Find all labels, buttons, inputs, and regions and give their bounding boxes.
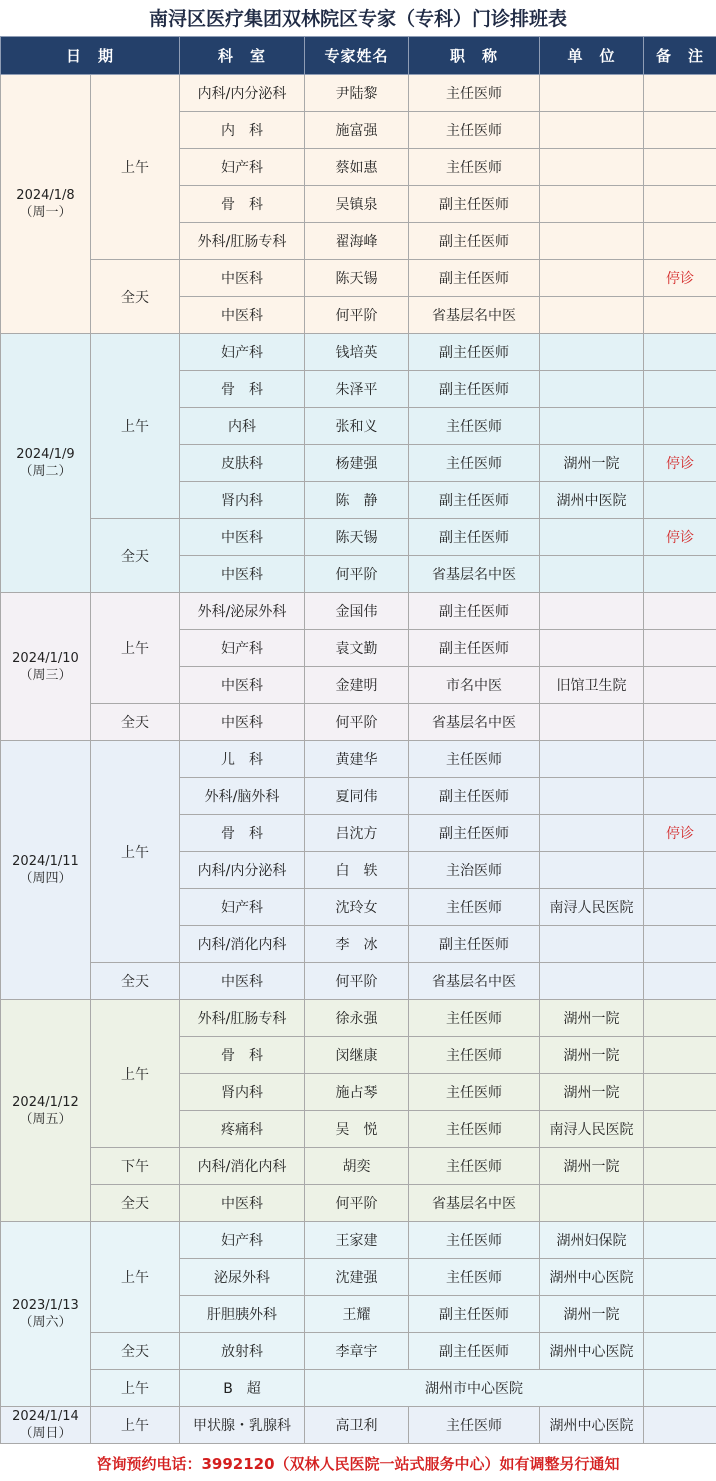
table-row [1,1148,716,1185]
date-text: 2023/1/13 [12,1298,79,1313]
date-text: 2024/1/10 [12,650,79,666]
session-cell: 上午 [91,1407,180,1444]
doctor-name-cell: 王家建 [305,1222,409,1259]
note-cell [644,741,716,778]
dept-cell: 外科/肛肠专科 [180,223,305,260]
table-row [1,1370,716,1407]
rank-cell: 主任医师 [409,1259,540,1296]
doctor-name-cell: 闵继康 [305,1037,409,1074]
note-cell [644,1370,716,1407]
dept-cell: 肾内科 [180,482,305,519]
rank-cell: 副主任医师 [409,926,540,963]
doctor-name-cell: 白 轶 [305,852,409,889]
rank-cell: 副主任医师 [409,371,540,408]
note-cell [644,1111,716,1148]
doctor-name-cell: 钱培英 [305,334,409,371]
doctor-name-cell: 沈建强 [305,1259,409,1296]
unit-cell [540,112,644,149]
doctor-name-cell: 胡奕 [305,1148,409,1185]
dept-cell: 疼痛科 [180,1111,305,1148]
date-cell [1,1222,91,1407]
doctor-name-cell: 沈玲女 [305,889,409,926]
date-cell [1,75,91,334]
unit-cell [540,408,644,445]
dept-cell: 妇产科 [180,149,305,186]
unit-cell [540,630,644,667]
rank-cell: 副主任医师 [409,334,540,371]
unit-cell [540,815,644,852]
note-cell [644,1296,716,1333]
note-cell [644,112,716,149]
session-cell: 上午 [91,1000,180,1148]
table-row [1,519,716,556]
unit-cell: 湖州一院 [540,1148,644,1185]
table-row [1,75,716,112]
dept-cell: 肾内科 [180,1074,305,1111]
weekday-text: （周日） [19,1426,72,1441]
doctor-name-cell: 金建明 [305,667,409,704]
note-cell [644,1222,716,1259]
doctor-name-cell: 陈天锡 [305,260,409,297]
unit-cell [540,186,644,223]
note-cell [644,704,716,741]
session-cell: 全天 [91,260,180,334]
rank-cell: 主任医师 [409,1037,540,1074]
table-row [1,1222,716,1259]
dept-cell: 妇产科 [180,889,305,926]
dept-cell: 骨 科 [180,815,305,852]
unit-cell: 湖州中医院 [540,482,644,519]
rank-cell: 副主任医师 [409,815,540,852]
unit-cell [540,593,644,630]
rank-cell: 省基层名中医 [409,1185,540,1222]
unit-cell: 湖州一院 [540,1037,644,1074]
session-cell: 上午 [91,593,180,704]
schedule-table [0,36,716,1444]
rank-cell: 副主任医师 [409,223,540,260]
doctor-name-cell: 夏同伟 [305,778,409,815]
unit-cell [540,704,644,741]
unit-cell [540,149,644,186]
header-rank: 职 称 [409,37,540,75]
note-cell: 停诊 [644,815,716,852]
date-cell [1,1000,91,1222]
dept-cell: 骨 科 [180,371,305,408]
session-cell: 下午 [91,1148,180,1185]
header-unit: 单 位 [540,37,644,75]
unit-cell: 南浔人民医院 [540,889,644,926]
unit-cell [540,926,644,963]
unit-cell [540,741,644,778]
doctor-name-cell: 蔡如惠 [305,149,409,186]
session-cell: 全天 [91,1333,180,1370]
date-cell [1,593,91,741]
doctor-name-cell: 何平阶 [305,704,409,741]
doctor-name-cell: 何平阶 [305,556,409,593]
rank-cell: 主任医师 [409,1074,540,1111]
merged-cell: 湖州市中心医院 [305,1370,644,1407]
dept-cell: 中医科 [180,963,305,1000]
header-date: 日 期 [1,37,180,75]
rank-cell: 主任医师 [409,1000,540,1037]
rank-cell: 副主任医师 [409,186,540,223]
rank-cell: 市名中医 [409,667,540,704]
note-cell [644,1037,716,1074]
dept-cell: 放射科 [180,1333,305,1370]
dept-cell: 外科/泌尿外科 [180,593,305,630]
doctor-name-cell: 李 冰 [305,926,409,963]
unit-cell [540,556,644,593]
rank-cell: 省基层名中医 [409,704,540,741]
rank-cell: 副主任医师 [409,260,540,297]
unit-cell [540,260,644,297]
rank-cell: 副主任医师 [409,778,540,815]
dept-cell: B 超 [180,1370,305,1407]
dept-cell: 骨 科 [180,186,305,223]
rank-cell: 副主任医师 [409,519,540,556]
note-cell: 停诊 [644,519,716,556]
table-row [1,1185,716,1222]
dept-cell: 中医科 [180,556,305,593]
doctor-name-cell: 王耀 [305,1296,409,1333]
doctor-name-cell: 金国伟 [305,593,409,630]
rank-cell: 副主任医师 [409,1296,540,1333]
table-row [1,1000,716,1037]
note-cell [644,1407,716,1444]
rank-cell: 主治医师 [409,852,540,889]
unit-cell: 旧馆卫生院 [540,667,644,704]
session-cell: 全天 [91,704,180,741]
schedule-body [1,75,716,1444]
note-cell [644,186,716,223]
unit-cell: 湖州一院 [540,445,644,482]
unit-cell: 南浔人民医院 [540,1111,644,1148]
rank-cell: 主任医师 [409,112,540,149]
date-cell [1,334,91,593]
note-cell [644,1259,716,1296]
rank-cell: 主任医师 [409,75,540,112]
table-row [1,1407,716,1444]
date-cell [1,1407,91,1444]
dept-cell: 外科/肛肠专科 [180,1000,305,1037]
unit-cell: 湖州中心医院 [540,1259,644,1296]
unit-cell [540,75,644,112]
header-dept: 科 室 [180,37,305,75]
dept-cell: 中医科 [180,704,305,741]
page-title: 南浔区医疗集团双林院区专家（专科）门诊排班表 [148,8,567,30]
dept-cell: 中医科 [180,1185,305,1222]
dept-cell: 内科/消化内科 [180,1148,305,1185]
unit-cell: 湖州一院 [540,1000,644,1037]
unit-cell [540,1185,644,1222]
rank-cell: 副主任医师 [409,1333,540,1370]
rank-cell: 主任医师 [409,1111,540,1148]
note-cell [644,889,716,926]
dept-cell: 中医科 [180,260,305,297]
doctor-name-cell: 何平阶 [305,297,409,334]
weekday-text: （周一） [19,205,72,220]
doctor-name-cell: 高卫利 [305,1407,409,1444]
note-cell [644,963,716,1000]
unit-cell: 湖州一院 [540,1296,644,1333]
doctor-name-cell: 陈 静 [305,482,409,519]
rank-cell: 主任医师 [409,1148,540,1185]
note-cell [644,371,716,408]
rank-cell: 省基层名中医 [409,297,540,334]
note-cell [644,778,716,815]
note-cell [644,852,716,889]
table-row [1,704,716,741]
unit-cell: 湖州妇保院 [540,1222,644,1259]
dept-cell: 内科/内分泌科 [180,852,305,889]
session-cell: 上午 [91,75,180,260]
weekday-text: （周六） [19,1315,72,1330]
session-cell: 全天 [91,519,180,593]
note-cell [644,1000,716,1037]
rank-cell: 副主任医师 [409,593,540,630]
doctor-name-cell: 袁文勤 [305,630,409,667]
weekday-text: （周三） [19,667,72,683]
rank-cell: 主任医师 [409,889,540,926]
header-note: 备 注 [644,37,716,75]
rank-cell: 副主任医师 [409,630,540,667]
weekday-text: （周五） [19,1111,72,1127]
session-cell: 上午 [91,334,180,519]
doctor-name-cell: 朱泽平 [305,371,409,408]
session-cell: 上午 [91,1222,180,1333]
dept-cell: 内科/消化内科 [180,926,305,963]
rank-cell: 副主任医师 [409,482,540,519]
note-cell [644,334,716,371]
dept-cell: 骨 科 [180,1037,305,1074]
dept-cell: 泌尿外科 [180,1259,305,1296]
rank-cell: 省基层名中医 [409,963,540,1000]
dept-cell: 妇产科 [180,630,305,667]
header-row [1,37,716,75]
date-text: 2024/1/12 [12,1094,79,1110]
doctor-name-cell: 何平阶 [305,1185,409,1222]
note-cell [644,149,716,186]
table-row [1,1333,716,1370]
date-text: 2024/1/9 [16,447,75,462]
date-text: 2024/1/8 [16,188,75,203]
doctor-name-cell: 吴 悦 [305,1111,409,1148]
session-cell: 全天 [91,1185,180,1222]
note-cell: 停诊 [644,260,716,297]
rank-cell: 主任医师 [409,741,540,778]
doctor-name-cell: 杨建强 [305,445,409,482]
unit-cell: 湖州一院 [540,1074,644,1111]
rank-cell: 主任医师 [409,1407,540,1444]
unit-cell: 湖州中心医院 [540,1333,644,1370]
session-cell: 全天 [91,963,180,1000]
note-cell [644,1333,716,1370]
table-row [1,334,716,371]
unit-cell [540,334,644,371]
dept-cell: 妇产科 [180,334,305,371]
header-name: 专家姓名 [305,37,409,75]
session-cell: 上午 [91,741,180,963]
note-cell [644,297,716,334]
note-cell [644,408,716,445]
rank-cell: 主任医师 [409,1222,540,1259]
note-cell [644,1185,716,1222]
table-row [1,260,716,297]
note-cell [644,667,716,704]
note-cell [644,630,716,667]
unit-cell [540,519,644,556]
doctor-name-cell: 施富强 [305,112,409,149]
dept-cell: 内 科 [180,112,305,149]
dept-cell: 内科/内分泌科 [180,75,305,112]
table-row [1,741,716,778]
note-cell [644,223,716,260]
note-cell [644,556,716,593]
note-cell [644,75,716,112]
doctor-name-cell: 何平阶 [305,963,409,1000]
doctor-name-cell: 黄建华 [305,741,409,778]
footer-notice: 咨询预约电话：3992120（双林人民医院一站式服务中心）如有调整另行通知 [96,1455,620,1473]
table-row [1,963,716,1000]
rank-cell: 主任医师 [409,445,540,482]
unit-cell [540,223,644,260]
dept-cell: 肝胆胰外科 [180,1296,305,1333]
note-cell [644,926,716,963]
rank-cell: 主任医师 [409,408,540,445]
dept-cell: 妇产科 [180,1222,305,1259]
note-cell [644,1148,716,1185]
rank-cell: 省基层名中医 [409,556,540,593]
note-cell [644,1074,716,1111]
doctor-name-cell: 张和义 [305,408,409,445]
dept-cell: 儿 科 [180,741,305,778]
weekday-text: （周四） [19,871,72,886]
date-cell [1,741,91,1000]
dept-cell: 中医科 [180,667,305,704]
doctor-name-cell: 徐永强 [305,1000,409,1037]
weekday-text: （周二） [19,464,72,479]
unit-cell [540,963,644,1000]
date-text: 2024/1/11 [12,854,79,869]
doctor-name-cell: 吴镇泉 [305,186,409,223]
unit-cell: 湖州中心医院 [540,1407,644,1444]
doctor-name-cell: 施占琴 [305,1074,409,1111]
unit-cell [540,778,644,815]
note-cell [644,482,716,519]
dept-cell: 中医科 [180,297,305,334]
doctor-name-cell: 陈天锡 [305,519,409,556]
dept-cell: 外科/脑外科 [180,778,305,815]
dept-cell: 皮肤科 [180,445,305,482]
unit-cell [540,297,644,334]
doctor-name-cell: 尹陆黎 [305,75,409,112]
note-cell [644,593,716,630]
table-row [1,593,716,630]
doctor-name-cell: 吕沈方 [305,815,409,852]
note-cell: 停诊 [644,445,716,482]
session-cell: 上午 [91,1370,180,1407]
dept-cell: 甲状腺・乳腺科 [180,1407,305,1444]
doctor-name-cell: 李章宇 [305,1333,409,1370]
unit-cell [540,852,644,889]
rank-cell: 主任医师 [409,149,540,186]
unit-cell [540,371,644,408]
dept-cell: 内科 [180,408,305,445]
doctor-name-cell: 翟海峰 [305,223,409,260]
dept-cell: 中医科 [180,519,305,556]
date-text: 2024/1/14 [12,1409,79,1424]
